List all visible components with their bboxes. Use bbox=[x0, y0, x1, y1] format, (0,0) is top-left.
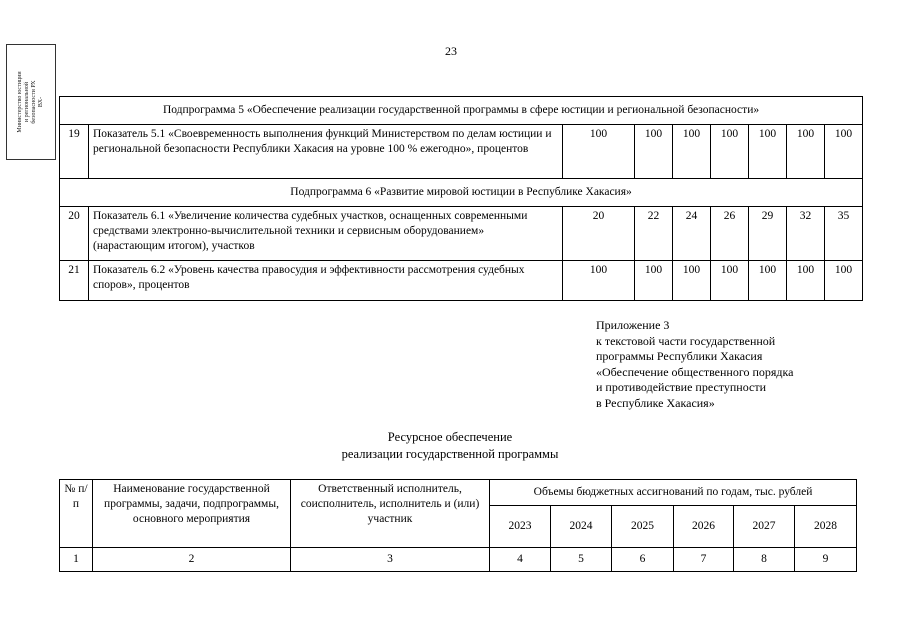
column-number: 4 bbox=[490, 548, 551, 572]
value-cell: 26 bbox=[711, 207, 749, 261]
value-cell: 100 bbox=[711, 261, 749, 301]
year-cell: 2023 bbox=[490, 506, 551, 548]
appendix-note bbox=[596, 318, 856, 412]
appendix-line: программы Республики Хакасия bbox=[596, 349, 763, 364]
value-cell: 100 bbox=[711, 125, 749, 179]
indicator-text: Показатель 6.2 «Уровень качества правосудия и эффективности рассмотрения судебных споров», процентов bbox=[89, 261, 563, 301]
appendix-line: «Обеспечение общественного порядка bbox=[596, 364, 794, 379]
value-cell: 20 bbox=[563, 207, 635, 261]
header-number: № п/п bbox=[60, 480, 93, 548]
subprogram-5-header: Подпрограмма 5 «Обеспечение реализации государственной программы в сфере юстиции и региональной безопасности» bbox=[60, 97, 863, 125]
stamp-line: безопасности РХ bbox=[31, 80, 37, 124]
value-cell: 100 bbox=[825, 261, 863, 301]
value-cell: 100 bbox=[563, 125, 635, 179]
value-cell: 100 bbox=[563, 261, 635, 301]
year-cell: 2024 bbox=[551, 506, 612, 548]
column-number: 7 bbox=[674, 548, 734, 572]
registration-stamp bbox=[6, 44, 56, 160]
row-number: 21 bbox=[60, 261, 89, 301]
value-cell: 29 bbox=[749, 207, 787, 261]
year-cell: 2026 bbox=[674, 506, 734, 548]
resource-title-line: Ресурсное обеспечение bbox=[387, 430, 513, 444]
value-cell: 100 bbox=[673, 261, 711, 301]
stamp-line: Министерство юстиции bbox=[17, 71, 24, 133]
header-name: Наименование государственной программы, задачи, подпрограммы, основного мероприятия bbox=[93, 480, 291, 548]
appendix-line: в Республике Хакасия» bbox=[596, 395, 715, 410]
appendix-line: Приложение 3 bbox=[596, 318, 670, 332]
table-row bbox=[60, 261, 863, 301]
column-number: 5 bbox=[551, 548, 612, 572]
value-cell: 22 bbox=[635, 207, 673, 261]
indicators-table bbox=[59, 96, 863, 301]
appendix-line: к текстовой части государственной bbox=[596, 333, 776, 348]
resource-title-line: реализации государственной программы bbox=[341, 446, 559, 461]
stamp-line: ВХ- bbox=[37, 96, 44, 108]
column-number: 2 bbox=[93, 548, 291, 572]
value-cell: 35 bbox=[825, 207, 863, 261]
year-cell: 2028 bbox=[795, 506, 857, 548]
column-number: 9 bbox=[795, 548, 857, 572]
resource-table bbox=[59, 479, 857, 572]
column-number: 1 bbox=[60, 548, 93, 572]
page-number: 23 bbox=[445, 44, 457, 58]
subprogram-6-header: Подпрограмма 6 «Развитие мировой юстиции в Республике Хакасия» bbox=[60, 179, 863, 207]
value-cell: 24 bbox=[673, 207, 711, 261]
value-cell: 100 bbox=[825, 125, 863, 179]
table-row bbox=[60, 125, 863, 179]
year-cell: 2027 bbox=[734, 506, 795, 548]
row-number: 20 bbox=[60, 207, 89, 261]
header-responsible: Ответственный исполнитель, соисполнитель, исполнитель и (или) участник bbox=[291, 480, 490, 548]
value-cell: 100 bbox=[635, 261, 673, 301]
value-cell: 100 bbox=[635, 125, 673, 179]
column-numbering-row bbox=[60, 548, 857, 572]
resource-title bbox=[300, 429, 600, 463]
value-cell: 100 bbox=[787, 125, 825, 179]
column-number: 6 bbox=[612, 548, 674, 572]
year-cell: 2025 bbox=[612, 506, 674, 548]
indicator-text: Показатель 6.1 «Увеличение количества судебных участков, оснащенных современными средствами электронно-вычислительной техники и сервисным оборудованием» (нарастающим итогом), участков bbox=[89, 207, 563, 261]
value-cell: 100 bbox=[749, 125, 787, 179]
column-number: 3 bbox=[291, 548, 490, 572]
appendix-line: и противодействие преступности bbox=[596, 380, 767, 395]
value-cell: 100 bbox=[787, 261, 825, 301]
value-cell: 32 bbox=[787, 207, 825, 261]
row-number: 19 bbox=[60, 125, 89, 179]
column-number: 8 bbox=[734, 548, 795, 572]
stamp-line: и региональной bbox=[24, 81, 31, 123]
header-volumes: Объемы бюджетных ассигнований по годам, тыс. рублей bbox=[490, 480, 857, 506]
indicator-text: Показатель 5.1 «Своевременность выполнения функций Министерством по делам юстиции и региональной безопасности Республики Хакасия на уровне 100 % ежегодно», процентов bbox=[89, 125, 563, 179]
table-row bbox=[60, 207, 863, 261]
value-cell: 100 bbox=[673, 125, 711, 179]
value-cell: 100 bbox=[749, 261, 787, 301]
